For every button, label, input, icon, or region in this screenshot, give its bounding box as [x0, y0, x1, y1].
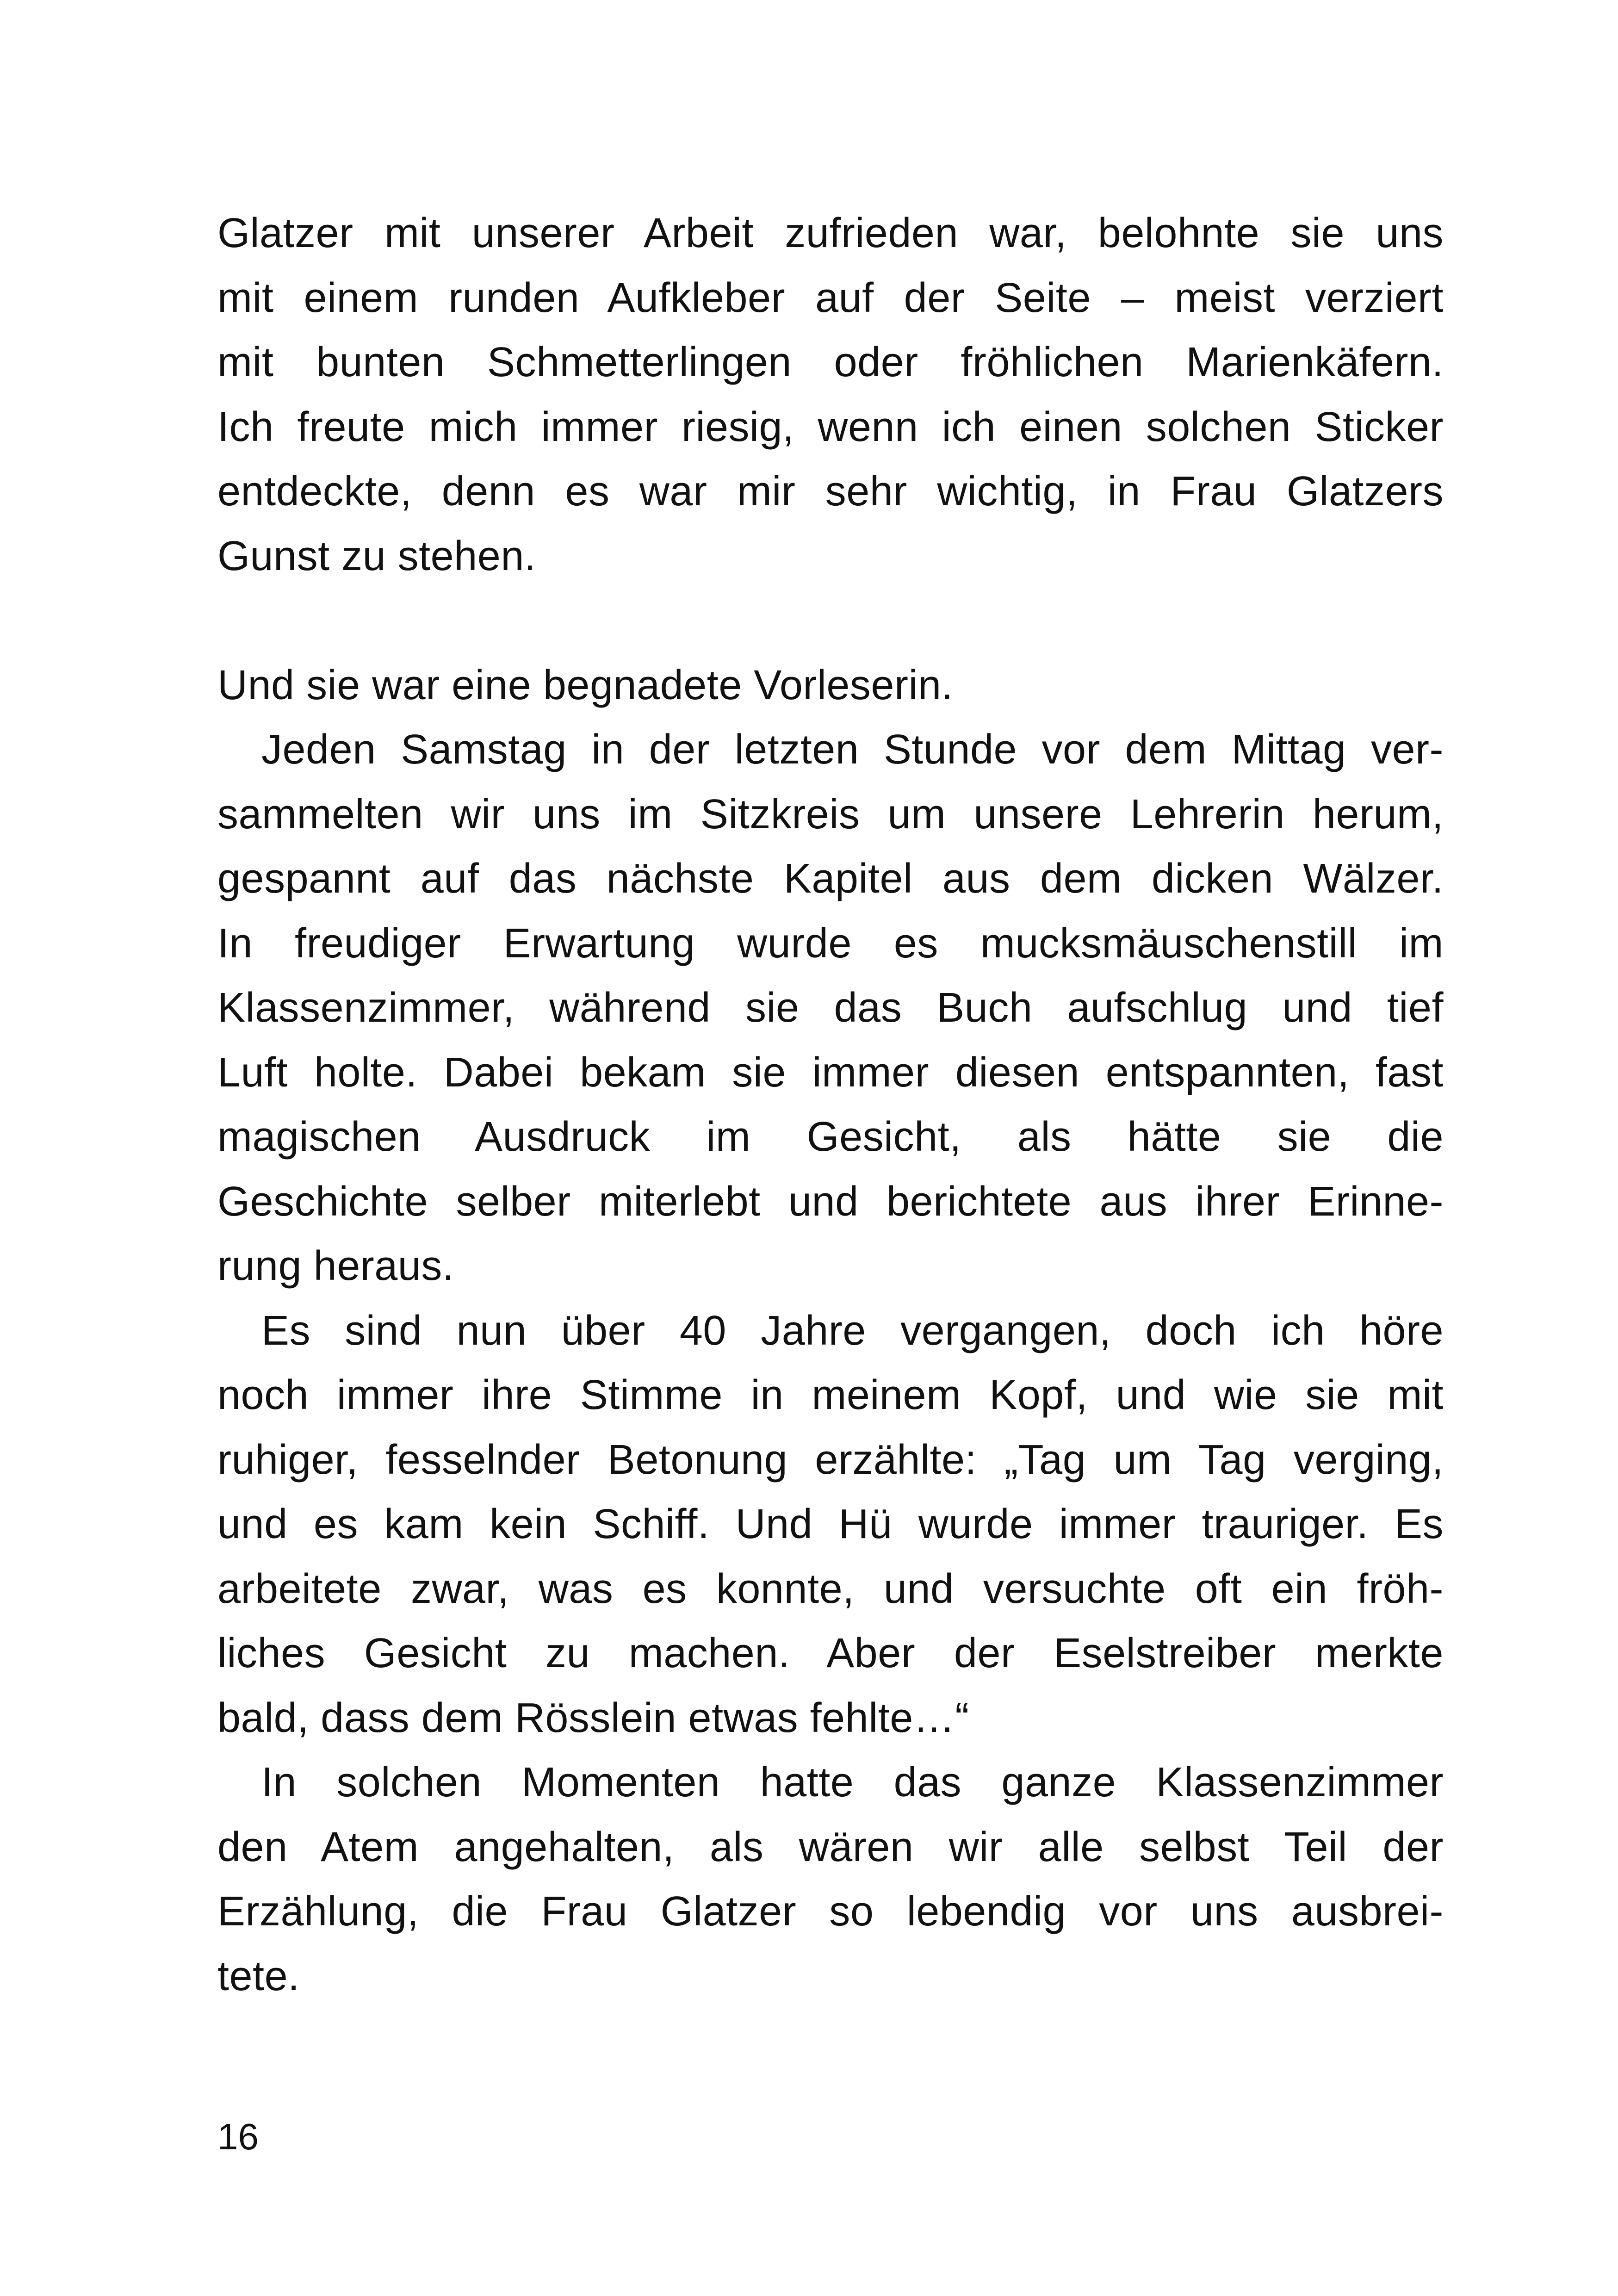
body-text — [217, 201, 1444, 2009]
text-line: Gunst zu stehen. — [217, 533, 536, 579]
text-line: mit einem runden Aufkleber auf der Seite – meist verziert — [217, 274, 1444, 321]
text-line: Glatzer mit unserer Arbeit zufrieden war, belohnte sie uns — [217, 210, 1444, 256]
text-line: und es kam kein Schiff. Und Hü wurde immer trauriger. Es — [217, 1501, 1444, 1547]
text-line: magischen Ausdruck im Gesicht, als hätte sie die — [217, 1114, 1444, 1160]
text-line: Es sind nun über 40 Jahre vergangen, doch ich höre — [261, 1307, 1444, 1354]
text-line: liches Gesicht zu machen. Aber der Eselstreiber merkte — [217, 1630, 1444, 1676]
text-line: Geschichte selber miterlebt und berichtete aus ihrer Erinne- — [217, 1178, 1444, 1225]
paragraph-gap — [217, 589, 1444, 653]
paragraph — [217, 1750, 1444, 2009]
page-number: 16 — [217, 2116, 259, 2157]
paragraph — [217, 653, 1444, 718]
text-line: Ich freute mich immer riesig, wenn ich einen solchen Sticker — [217, 403, 1444, 450]
text-line: ruhiger, fesselnder Betonung erzählte: „Tag um Tag verging, — [217, 1436, 1444, 1483]
paragraph — [217, 1299, 1444, 1751]
text-line: rung heraus. — [217, 1243, 454, 1289]
paragraph — [217, 201, 1444, 589]
text-line: noch immer ihre Stimme in meinem Kopf, und wie sie mit — [217, 1372, 1444, 1418]
text-line: Erzählung, die Frau Glatzer so lebendig vor uns ausbrei- — [217, 1888, 1444, 1935]
text-line: Und sie war eine begnadete Vorleserin. — [217, 662, 954, 708]
text-line: Jeden Samstag in der letzten Stunde vor dem Mittag ver- — [261, 726, 1444, 773]
text-line: den Atem angehalten, als wären wir alle selbst Teil der — [217, 1824, 1444, 1870]
text-line: In solchen Momenten hatte das ganze Klassenzimmer — [261, 1759, 1444, 1806]
text-line: bald, dass dem Rösslein etwas fehlte…“ — [217, 1694, 969, 1741]
text-line: Klassenzimmer, während sie das Buch aufschlug und tief — [217, 985, 1444, 1031]
text-line: sammelten wir uns im Sitzkreis um unsere Lehrerin herum, — [217, 791, 1444, 838]
text-line: mit bunten Schmetterlingen oder fröhlichen Marienkäfern. — [217, 339, 1444, 385]
text-line: In freudiger Erwartung wurde es mucksmäuschenstill im — [217, 920, 1444, 967]
text-line: gespannt auf das nächste Kapitel aus dem dicken Wälzer. — [217, 856, 1444, 902]
text-line: entdeckte, denn es war mir sehr wichtig, in Frau Glatzers — [217, 468, 1444, 515]
text-line: arbeitete zwar, was es konnte, und versuchte oft ein fröh- — [217, 1565, 1444, 1612]
text-line: tete. — [217, 1953, 300, 1999]
paragraph — [217, 718, 1444, 1299]
text-line: Luft holte. Dabei bekam sie immer diesen entspannten, fast — [217, 1049, 1444, 1096]
